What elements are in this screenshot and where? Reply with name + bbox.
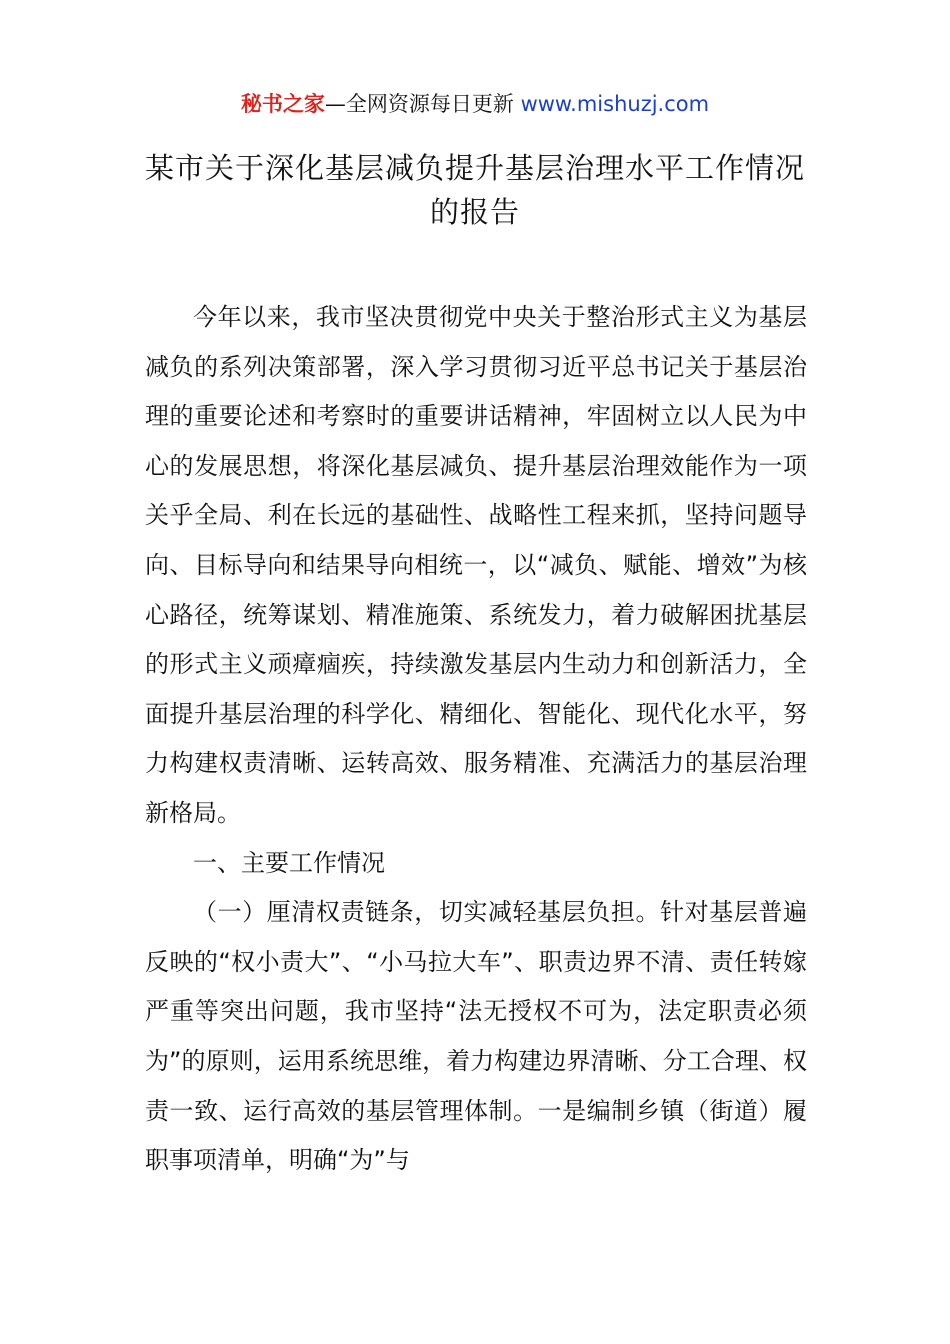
site-tagline: —全网资源每日更新 bbox=[324, 92, 521, 116]
site-header bbox=[0, 88, 950, 120]
site-brand: 秘书之家 bbox=[240, 92, 325, 116]
document-title: 某市关于深化基层减负提升基层治理水平工作情况的报告 bbox=[144, 151, 805, 229]
site-url-link[interactable]: www.mishuzj.com bbox=[520, 92, 710, 116]
section-heading: 一、主要工作情况 bbox=[193, 848, 385, 877]
subsection-paragraph: （一）厘清权责链条，切实减轻基层负担。针对基层普遍反映的“权小责大”、“小马拉大车”、职责边界不清、责任转嫁严重等突出问题，我市坚持“法无授权不可为，法定职责必须为”的原则，运用系统思维，着力构建边界清晰、分工合理、权责一致、运行高效的基层管理体制。一是编制乡镇（街道）履职事项清单，明确“为”与 bbox=[145, 898, 807, 1175]
document-body bbox=[145, 293, 807, 1186]
intro-paragraph: 今年以来，我市坚决贯彻党中央关于整治形式主义为基层减负的系列决策部署，深入学习贯彻习近平总书记关于基层治理的重要论述和考察时的重要讲话精神，牢固树立以人民为中心的发展思想，将深化基层减负、提升基层治理效能作为一项关乎全局、利在长远的基础性、战略性工程来抓，坚持问题导向、目标导向和结果导向相统一，以“减负、赋能、增效”为核心路径，统筹谋划、精准施策、系统发力，着力破解困扰基层的形式主义顽瘴痼疾，持续激发基层内生动力和创新活力，全面提升基层治理的科学化、精细化、智能化、现代化水平，努力构建权责清晰、运转高效、服务精准、充满活力的基层治理新格局。 bbox=[145, 303, 807, 827]
